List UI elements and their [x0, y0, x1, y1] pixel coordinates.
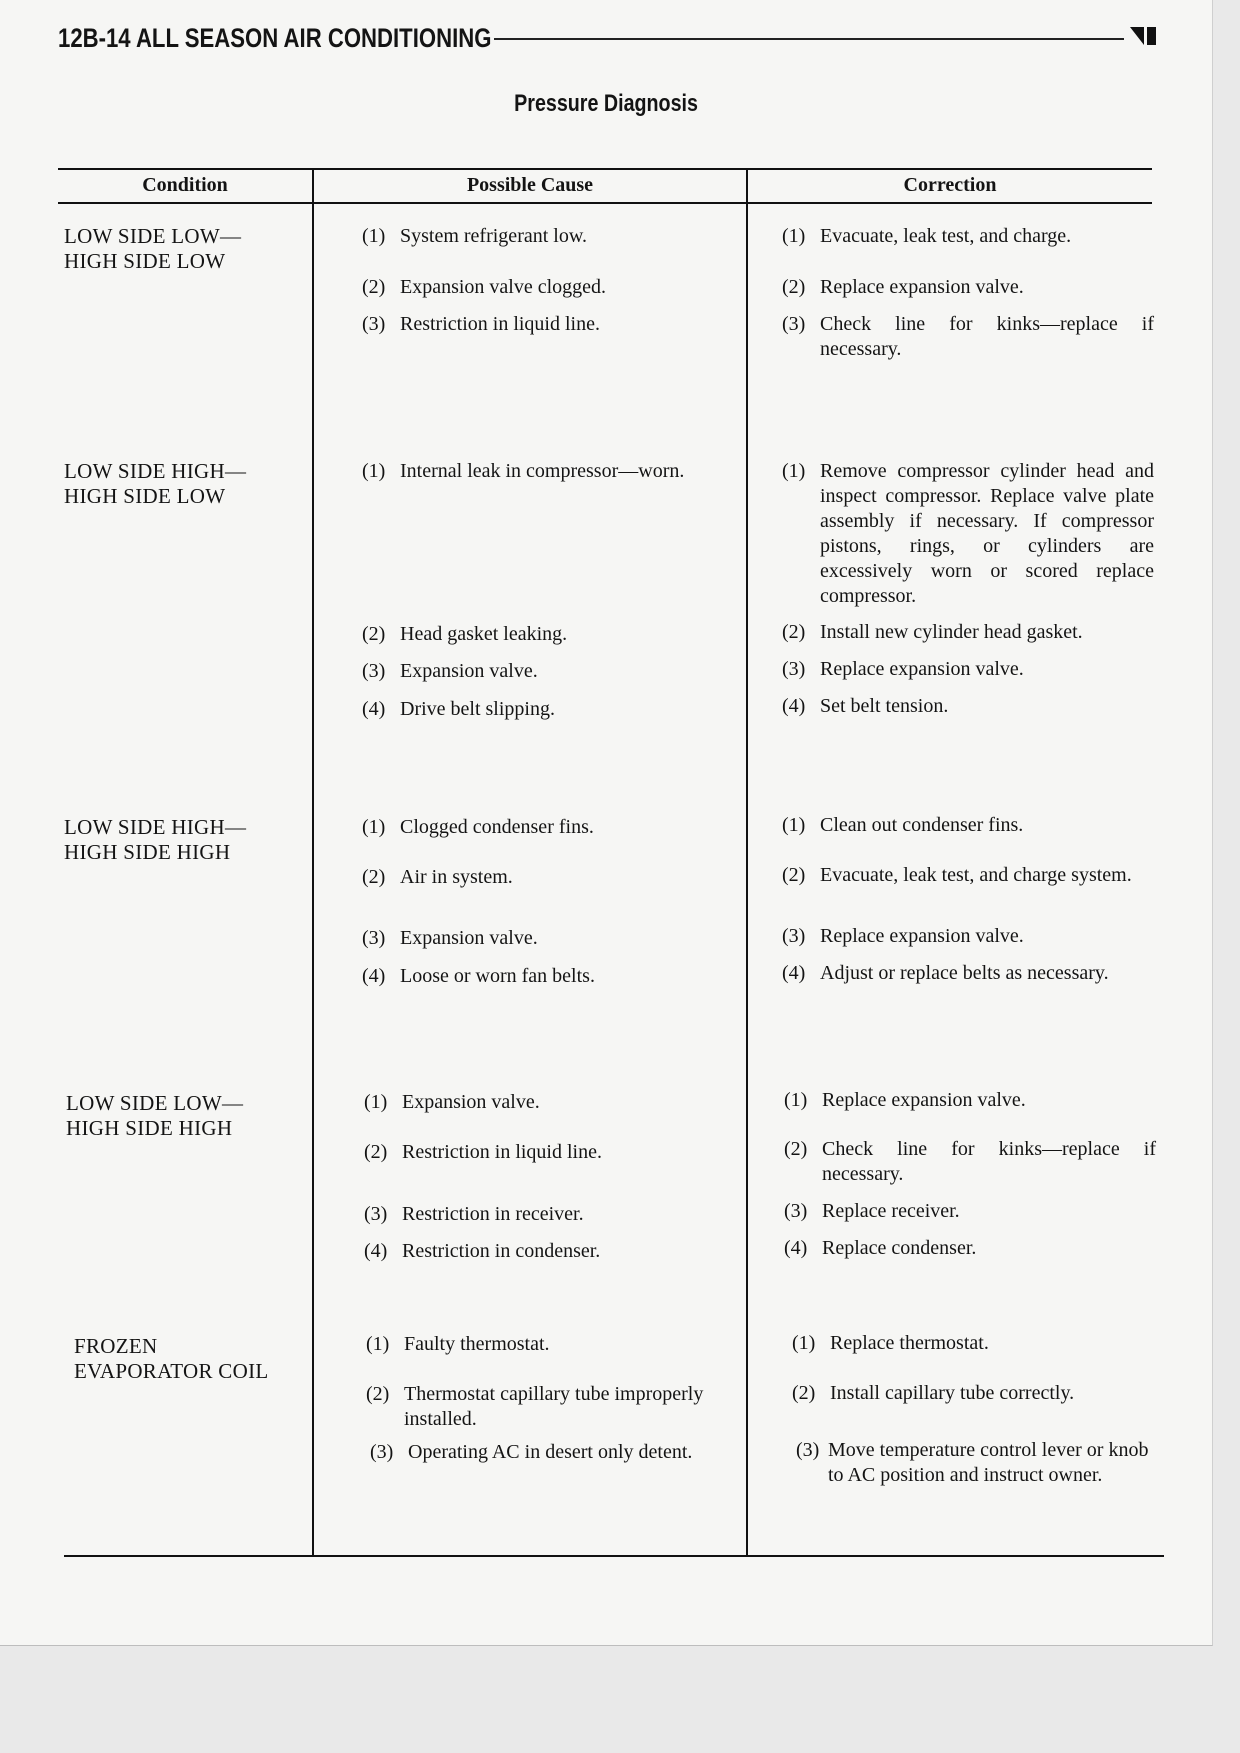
correction-item: (1) Evacuate, leak test, and charge. — [782, 225, 1072, 247]
correction-item: (4) Replace condenser. — [784, 1237, 977, 1259]
condition-cell: LOW SIDE HIGH— HIGH SIDE LOW — [64, 459, 247, 508]
page-heading: Pressure Diagnosis — [514, 90, 698, 117]
column-header-correction: Correction — [903, 174, 997, 196]
condition-cell: LOW SIDE LOW— HIGH SIDE HIGH — [66, 1091, 244, 1140]
correction-item: (1) Remove compressor cylinder head and inspect compressor. Replace valve plate assembly if necessary. If compressor pistons, rings, or cylinders are excessively worn or scored replace compressor. — [782, 460, 1154, 607]
correction-item: (4) Adjust or replace belts as necessary. — [782, 962, 1109, 984]
cause-item: (2) Head gasket leaking. — [362, 623, 568, 645]
correction-item: (3) Replace expansion valve. — [782, 925, 1024, 947]
correction-item: (2) Replace expansion valve. — [782, 276, 1024, 298]
cause-item: (3) Restriction in receiver. — [364, 1203, 584, 1225]
correction-item: (1) Replace expansion valve. — [784, 1089, 1026, 1111]
column-divider-1 — [312, 168, 314, 1556]
cause-item: (3) Expansion valve. — [362, 927, 538, 949]
correction-item: (2) Check line for kinks—replace if necessary. — [784, 1138, 1156, 1185]
cause-item: (2) Thermostat capillary tube improperly installed. — [366, 1383, 704, 1430]
table-head-rule — [58, 202, 1152, 204]
correction-item: (2) Evacuate, leak test, and charge system. — [782, 864, 1132, 886]
header-rule — [494, 38, 1124, 40]
cause-item: (1) Faulty thermostat. — [366, 1333, 550, 1355]
cause-item: (2) Air in system. — [362, 866, 513, 888]
cause-item: (3) Restriction in liquid line. — [362, 313, 600, 335]
cause-item: (4) Loose or worn fan belts. — [362, 965, 595, 987]
section-marker-icon — [1130, 26, 1158, 46]
cause-item: (4) Drive belt slipping. — [362, 698, 555, 720]
correction-item: (2) Install capillary tube correctly. — [792, 1382, 1075, 1404]
page-header — [58, 18, 1158, 58]
column-divider-2 — [746, 168, 748, 1556]
correction-item: (3) Replace receiver. — [784, 1200, 960, 1222]
correction-item: (1) Replace thermostat. — [792, 1332, 989, 1354]
column-header-condition: Condition — [142, 174, 228, 196]
cause-item: (1) Internal leak in compressor—worn. — [362, 460, 685, 482]
cause-item: (2) Restriction in liquid line. — [364, 1141, 602, 1163]
correction-item: (3) Replace expansion valve. — [782, 658, 1024, 680]
cause-item: (1) Clogged condenser fins. — [362, 816, 594, 838]
column-header-possible-cause: Possible Cause — [466, 174, 594, 196]
table-top-rule — [58, 168, 1152, 170]
correction-item: (4) Set belt tension. — [782, 695, 949, 717]
table-bottom-rule — [64, 1555, 1164, 1557]
cause-item: (1) System refrigerant low. — [362, 225, 587, 247]
cause-item: (2) Expansion valve clogged. — [362, 276, 607, 298]
section-title: 12B-14 ALL SEASON AIR CONDITIONING — [58, 22, 492, 53]
correction-item: (3) Check line for kinks—replace if necessary. — [782, 313, 1154, 360]
correction-item: (2) Install new cylinder head gasket. — [782, 621, 1083, 643]
condition-cell: LOW SIDE HIGH— HIGH SIDE HIGH — [64, 815, 247, 864]
condition-cell: FROZEN EVAPORATOR COIL — [74, 1334, 269, 1383]
correction-item: (1) Clean out condenser fins. — [782, 814, 1024, 836]
cause-item: (3) Expansion valve. — [362, 660, 538, 682]
cause-item: (4) Restriction in condenser. — [364, 1240, 601, 1262]
correction-item: (3) Move temperature control lever or knob to AC position and instruct owner. — [796, 1439, 1149, 1486]
cause-item: (3) Operating AC in desert only detent. — [370, 1441, 693, 1463]
cause-item: (1) Expansion valve. — [364, 1091, 540, 1113]
condition-cell: LOW SIDE LOW— HIGH SIDE LOW — [64, 224, 242, 273]
